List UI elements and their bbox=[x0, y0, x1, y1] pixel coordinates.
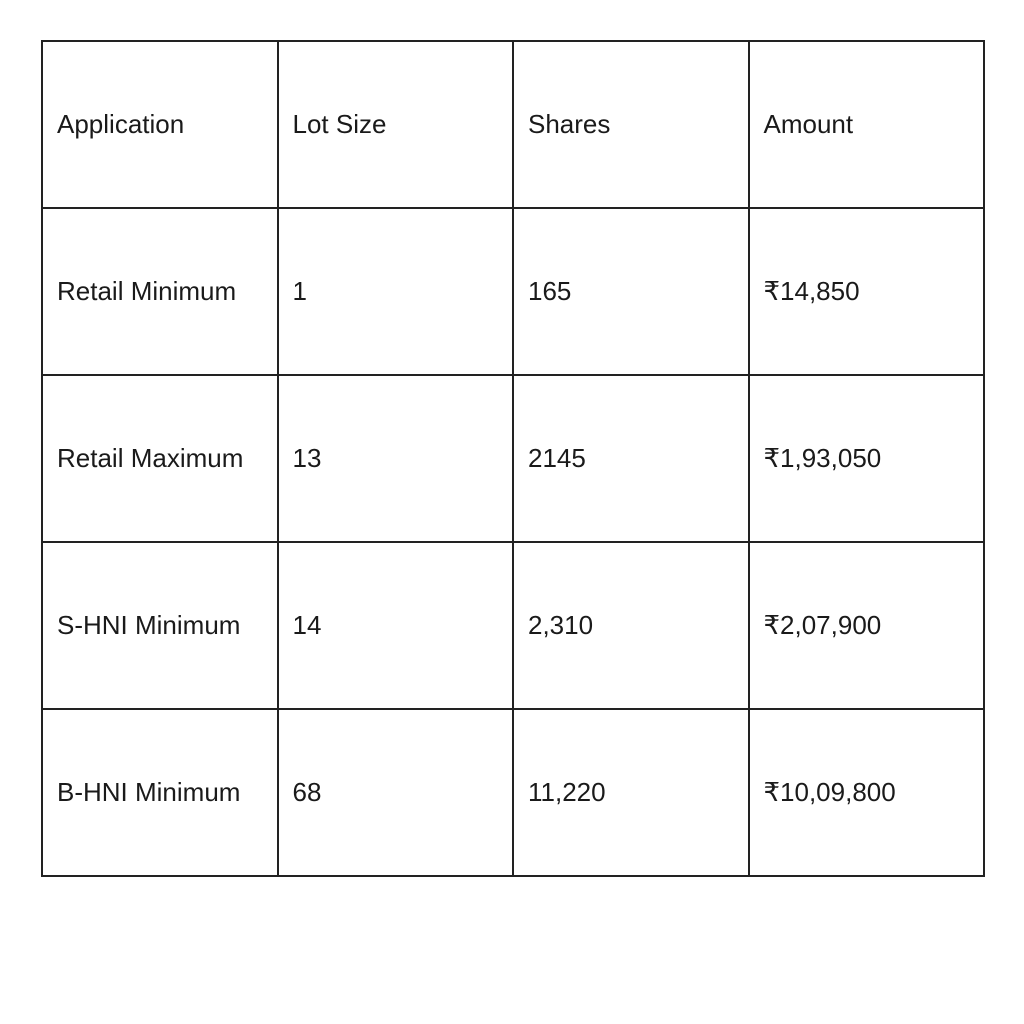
cell-amount: ₹14,850 bbox=[749, 208, 985, 375]
cell-shares: 11,220 bbox=[513, 709, 749, 876]
cell-shares: 165 bbox=[513, 208, 749, 375]
header-lot-size: Lot Size bbox=[278, 41, 514, 208]
cell-lot-size: 14 bbox=[278, 542, 514, 709]
cell-lot-size: 13 bbox=[278, 375, 514, 542]
cell-lot-size: 68 bbox=[278, 709, 514, 876]
table-row bbox=[42, 709, 984, 876]
header-application: Application bbox=[42, 41, 278, 208]
ipo-lot-table-container bbox=[41, 40, 985, 877]
header-shares: Shares bbox=[513, 41, 749, 208]
table-row bbox=[42, 208, 984, 375]
ipo-lot-table bbox=[41, 40, 985, 877]
cell-shares: 2,310 bbox=[513, 542, 749, 709]
cell-lot-size: 1 bbox=[278, 208, 514, 375]
cell-amount: ₹1,93,050 bbox=[749, 375, 985, 542]
cell-application: B-HNI Minimum bbox=[42, 709, 278, 876]
cell-amount: ₹2,07,900 bbox=[749, 542, 985, 709]
header-amount: Amount bbox=[749, 41, 985, 208]
cell-application: Retail Minimum bbox=[42, 208, 278, 375]
table-row bbox=[42, 542, 984, 709]
cell-shares: 2145 bbox=[513, 375, 749, 542]
cell-application: S-HNI Minimum bbox=[42, 542, 278, 709]
cell-amount: ₹10,09,800 bbox=[749, 709, 985, 876]
table-row bbox=[42, 375, 984, 542]
table-header-row bbox=[42, 41, 984, 208]
cell-application: Retail Maximum bbox=[42, 375, 278, 542]
